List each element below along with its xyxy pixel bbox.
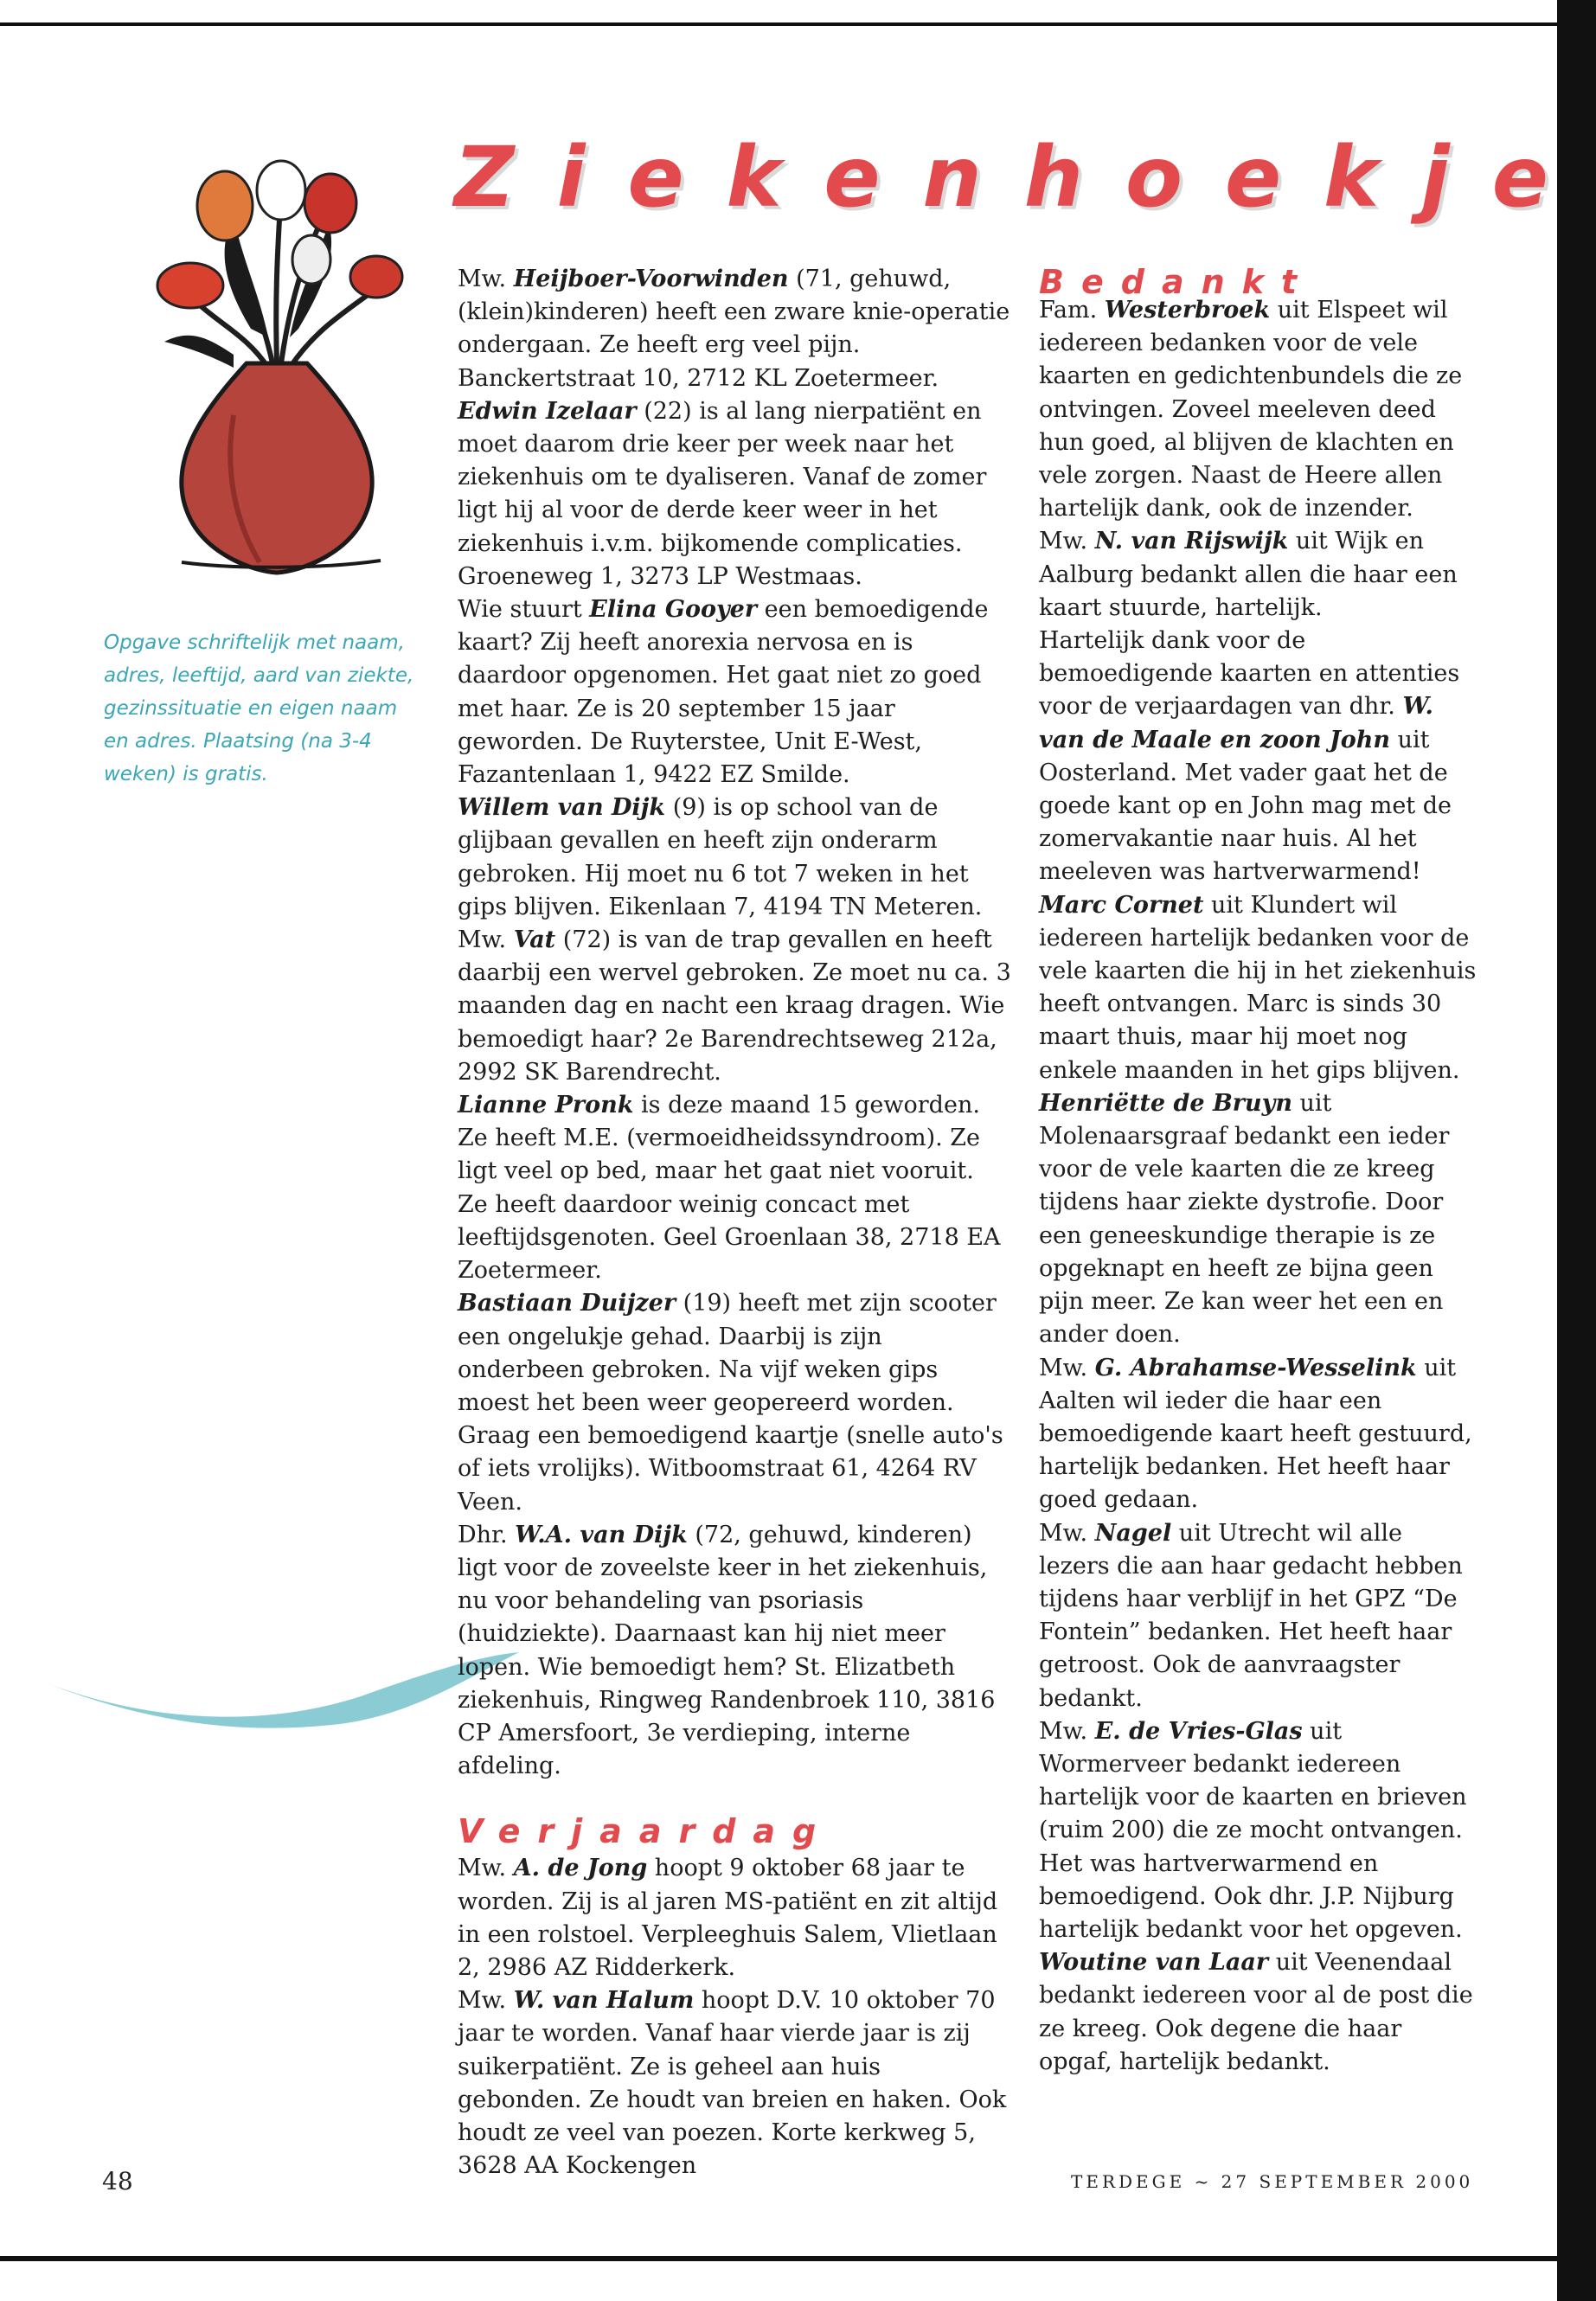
patient-entry: Willem van Dijk (9) is op school van de glijbaan gevallen en heeft zijn onderarm gebroken. Hij moet nu 6 tot 7 weken in het gips blijven. Eikenlaan 7, 4194 TN Meteren. [458,794,983,920]
thanks-entry: Henriëtte de Bruyn uit Molenaarsgraaf bedankt een ieder voor de vele kaarten die ze kreeg tijdens haar ziekte dystrofie. Door een geneeskundige therapie is ze opgeknapt en heeft ze bijna geen pijn meer. Ze kan weer het een en ander doen. [1039,1089,1450,1349]
patient-entry: Dhr. W.A. van Dijk (72, gehuwd, kinderen) ligt voor de zoveelste keer in het ziekenhuis, nu voor behandeling van psoriasis (huidziekte). Daarnaast kan hij niet meer lopen. Wie bemoedigt hem? St. Elizatbeth ziekenhuis, Ringweg Randenbroek 110, 3816 CP Amersfoort, 3e verdieping, interne afdeling. [458,1521,996,1780]
title-letter: e [1491,129,1548,226]
title-letter: e [1224,129,1282,226]
thanks-entry: Fam. Westerbroek uit Elspeet wil iedereen bedanken voor de vele kaarten en gedichtenbundels die ze ontvingen. Zoveel meeleven deed hun goed, al blijven de klachten en vele zorgen. Naast de Heere allen hartelijk dank, ook de inzender. [1039,297,1463,522]
page-title [454,130,1548,225]
wave-decoration [35,1626,519,1747]
birthday-entry: Mw. A. de Jong hoopt 9 oktober 68 jaar te worden. Zij is al jaren MS-patiënt en zit altijd in een rolstoel. Verpleeghuis Salem, Vlietlaan 2, 2986 AZ Ridderkerk. [458,1855,998,1981]
thanks-entry: Mw. N. van Rijswijk uit Wijk en Aalburg bedankt allen die haar een kaart stuurde, hartelijk. [1039,528,1458,621]
patient-entry: Mw. Heijboer-Voorwinden (71, gehuwd, (klein)kinderen) heeft een zware knie-operatie ondergaan. Ze heeft erg veel pijn. Banckertstraat 10, 2712 KL Zoetermeer. [458,266,1010,392]
top-rule [0,22,1557,26]
title-letter: k [726,129,782,226]
thanks-entry: Hartelijk dank voor de bemoedigende kaarten en attenties voor de verjaardagen van dhr. W. van de Maale en zoon John uit Oosterland. Met vader gaat het de goede kant op en John mag met de zomervakantie naar huis. Al het meeleven was hartverwarmend! [1039,627,1460,886]
patient-entry: Edwin Izelaar (22) is al lang nierpatiënt en moet daarom drie keer per week naar het ziekenhuis om te dyaliseren. Vanaf de zomer ligt hij al voor de derde keer weer in het ziekenhuis i.v.m. bijkomende complicaties. Groeneweg 1, 3273 LP Westmaas. [458,397,987,590]
birthday-entry: Mw. W. van Halum hoopt D.V. 10 oktober 70 jaar te worden. Vanaf haar vierde jaar is zij suikerpatiënt. Ze is geheel aan huis gebonden. Ze houdt van breien en haken. Ook houdt ze veel van poezen. Korte kerkweg 5, 3628 AA Kockengen [458,1987,1007,2180]
title-letter: j [1420,129,1450,226]
title-letter: Z [454,129,515,226]
thanks-column [1039,263,1480,2079]
thanks-entry: Mw. E. de Vries-Glas uit Wormerveer bedankt iedereen hartelijk voor de kaarten en brieven (ruim 200) die ze mocht ontvangen. Het was hartverwarmend en bemoedigend. Ook dhr. J.P. Nijburg hartelijk bedankt voor het opgeven. [1039,1717,1467,1943]
thanks-entry: Mw. G. Abrahamse-Wesselink uit Aalten wil ieder die haar een bemoedigende kaart heeft gestuurd, hartelijk bedanken. Het heeft haar goed gedaan. [1039,1354,1472,1514]
thanks-entry: Mw. Nagel uit Utrecht wil alle lezers die aan haar gedacht hebben tijdens haar verblijf in het GPZ “De Fontein” bedanken. Het heeft haar getroost. Ook de aanvraagster bedankt. [1039,1519,1463,1712]
verjaardag-heading: Verjaardag [458,1812,834,1851]
title-letter: e [824,129,881,226]
title-letter: k [1324,129,1379,226]
thanks-entry: Marc Cornet uit Klundert wil iedereen hartelijk bedanken voor de vele kaarten die hij in het ziekenhuis heeft ontvangen. Marc is sinds 30 maart thuis, maar hij moet nog enkele maanden in het gips blijven. [1039,891,1477,1084]
patient-entry: Lianne Pronk is deze maand 15 geworden. Ze heeft M.E. (vermoeidheidssyndroom). Ze ligt veel op bed, maar het gaat niet vooruit. Ze heeft daardoor weinig concact met leeftijdsgenoten. Geel Groenlaan 38, 2718 EA Zoetermeer. [458,1092,1001,1285]
title-letter: n [922,129,982,226]
bottom-rule [0,2256,1557,2261]
flower-vase-illustration [130,156,415,580]
page-edge-bar [1557,0,1596,2301]
patient-entry: Mw. Vat (72) is van de trap gevallen en heeft daarbij een wervel gebroken. Ze moet nu ca. 3 maanden dag en nacht een kraag dragen. Wie bemoedigt haar? 2e Barendrechtseweg 212a, 2992 SK Barendrecht. [458,926,1011,1086]
patients-column [458,263,1011,2182]
title-letter: o [1125,129,1183,226]
title-letter: e [627,129,684,226]
title-letter: h [1023,129,1084,226]
thanks-entry: Woutine van Laar uit Veenendaal bedankt iedereen voor al de post die ze kreeg. Ook degene die haar opgaf, hartelijk bedankt. [1039,1949,1473,2075]
patient-entry: Wie stuurt Elina Gooyer een bemoedigende kaart? Zij heeft anorexia nervosa en is daardoor opgenomen. Het gaat niet zo goed met haar. Ze is 20 september 15 jaar geworden. De Ruyterstee, Unit E-West, Fazantenlaan 1, 9422 EZ Smilde. [458,596,989,789]
page-number: 48 [102,2167,133,2195]
footer-publication: TERDEGE ~ 27 SEPTEMBER 2000 [1071,2171,1474,2192]
patient-entry: Bastiaan Duijzer (19) heeft met zijn scooter een ongelukje gehad. Daarbij is zijn onderbeen gebroken. Na vijf weken gips moest het been weer geopereerd worden. Graag een bemoedigend kaartje (snelle auto's of iets vrolijks). Witboomstraat 61, 4264 RV Veen. [458,1290,1003,1516]
submission-note: Opgave schriftelijk met naam, adres, leeftijd, aard van ziekte, gezinssituatie en eigen naam en adres. Plaatsing (na 3-4 weken) is gratis. [104,631,414,785]
title-letter: i [556,129,586,226]
bedankt-heading: Bedankt [1039,263,1315,301]
